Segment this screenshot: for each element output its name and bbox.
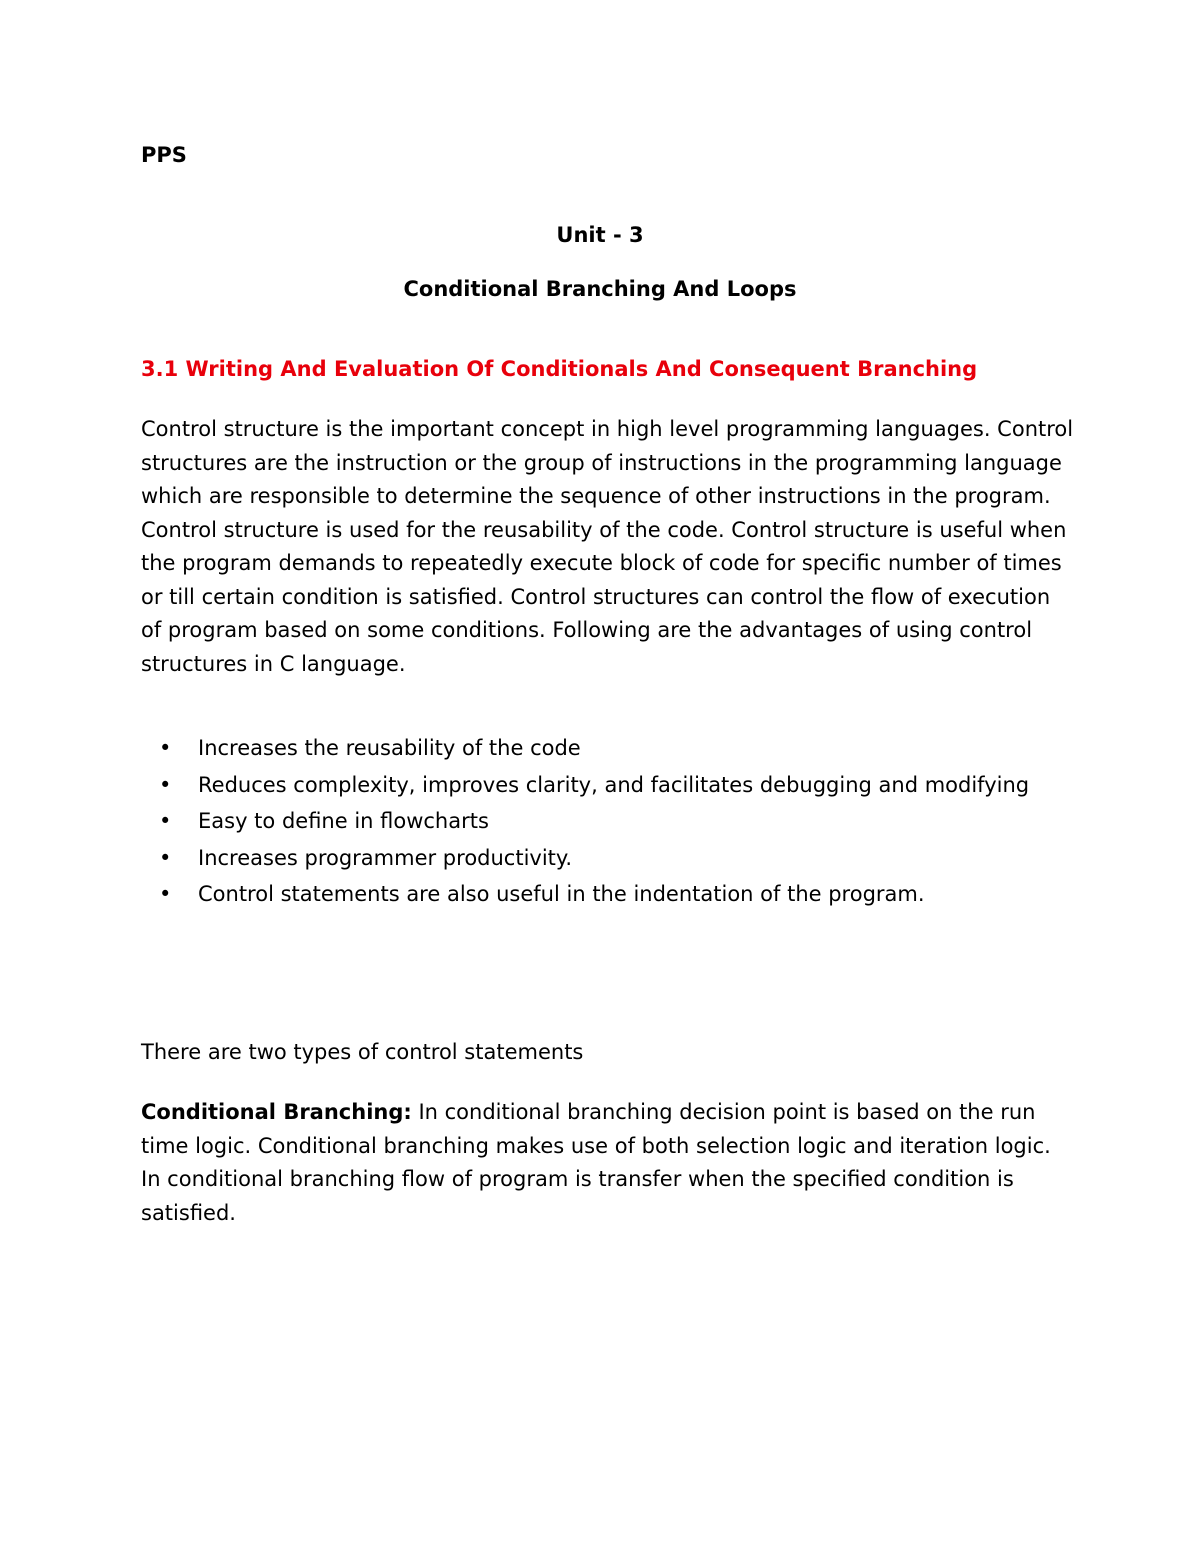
list-item — [141, 732, 1041, 766]
list-item — [141, 842, 1041, 876]
conditional-branching-term: Conditional Branching: — [141, 1100, 412, 1124]
chapter-title: Conditional Branching And Loops — [403, 277, 797, 301]
bullet-icon: • — [159, 772, 172, 797]
list-item-text: Control statements are also useful in the indentation of the program. — [198, 882, 925, 906]
unit-title: Unit - 3 — [556, 223, 644, 247]
control-statements-intro: There are two types of control statements — [141, 1040, 584, 1064]
list-item — [141, 878, 1041, 912]
list-item-text: Easy to define in flowcharts — [198, 809, 489, 833]
section-heading: 3.1 Writing And Evaluation Of Conditionals And Consequent Branching — [141, 357, 978, 381]
advantages-list — [141, 732, 1041, 915]
bullet-icon: • — [159, 882, 172, 906]
conditional-branching-text: In conditional branching decision point is based on the run time logic. Conditional branching makes use of both selection logic and iteration logic. In conditional branching flow of program is transfer when the specified condition is satisfied. — [141, 1100, 1051, 1225]
list-item-text: Increases the reusability of the code — [198, 736, 581, 760]
list-item-text: Increases programmer productivity. — [198, 845, 573, 870]
list-item — [141, 805, 1041, 839]
list-item — [141, 769, 1041, 803]
bullet-icon: • — [159, 736, 172, 760]
header-label: PPS — [141, 143, 187, 167]
bullet-icon: • — [159, 845, 172, 870]
conditional-branching-paragraph — [141, 1096, 1076, 1230]
bullet-icon: • — [159, 809, 172, 833]
list-item-text: Reduces complexity, improves clarity, and facilitates debugging and modifying — [198, 772, 1030, 797]
intro-paragraph: Control structure is the important concept in high level programming languages. Control structures are the instruction or the group of instructions in the programming language which are responsible to determine the sequence of other instructions in the program. Control structure is used for the reusability of the code. Control structure is useful when the program demands to repeatedly execute block of code for specific number of times or till certain condition is satisfied. Control structures can control the flow of execution of program based on some conditions. Following are the advantages of using control structures in C language. — [141, 417, 1074, 676]
